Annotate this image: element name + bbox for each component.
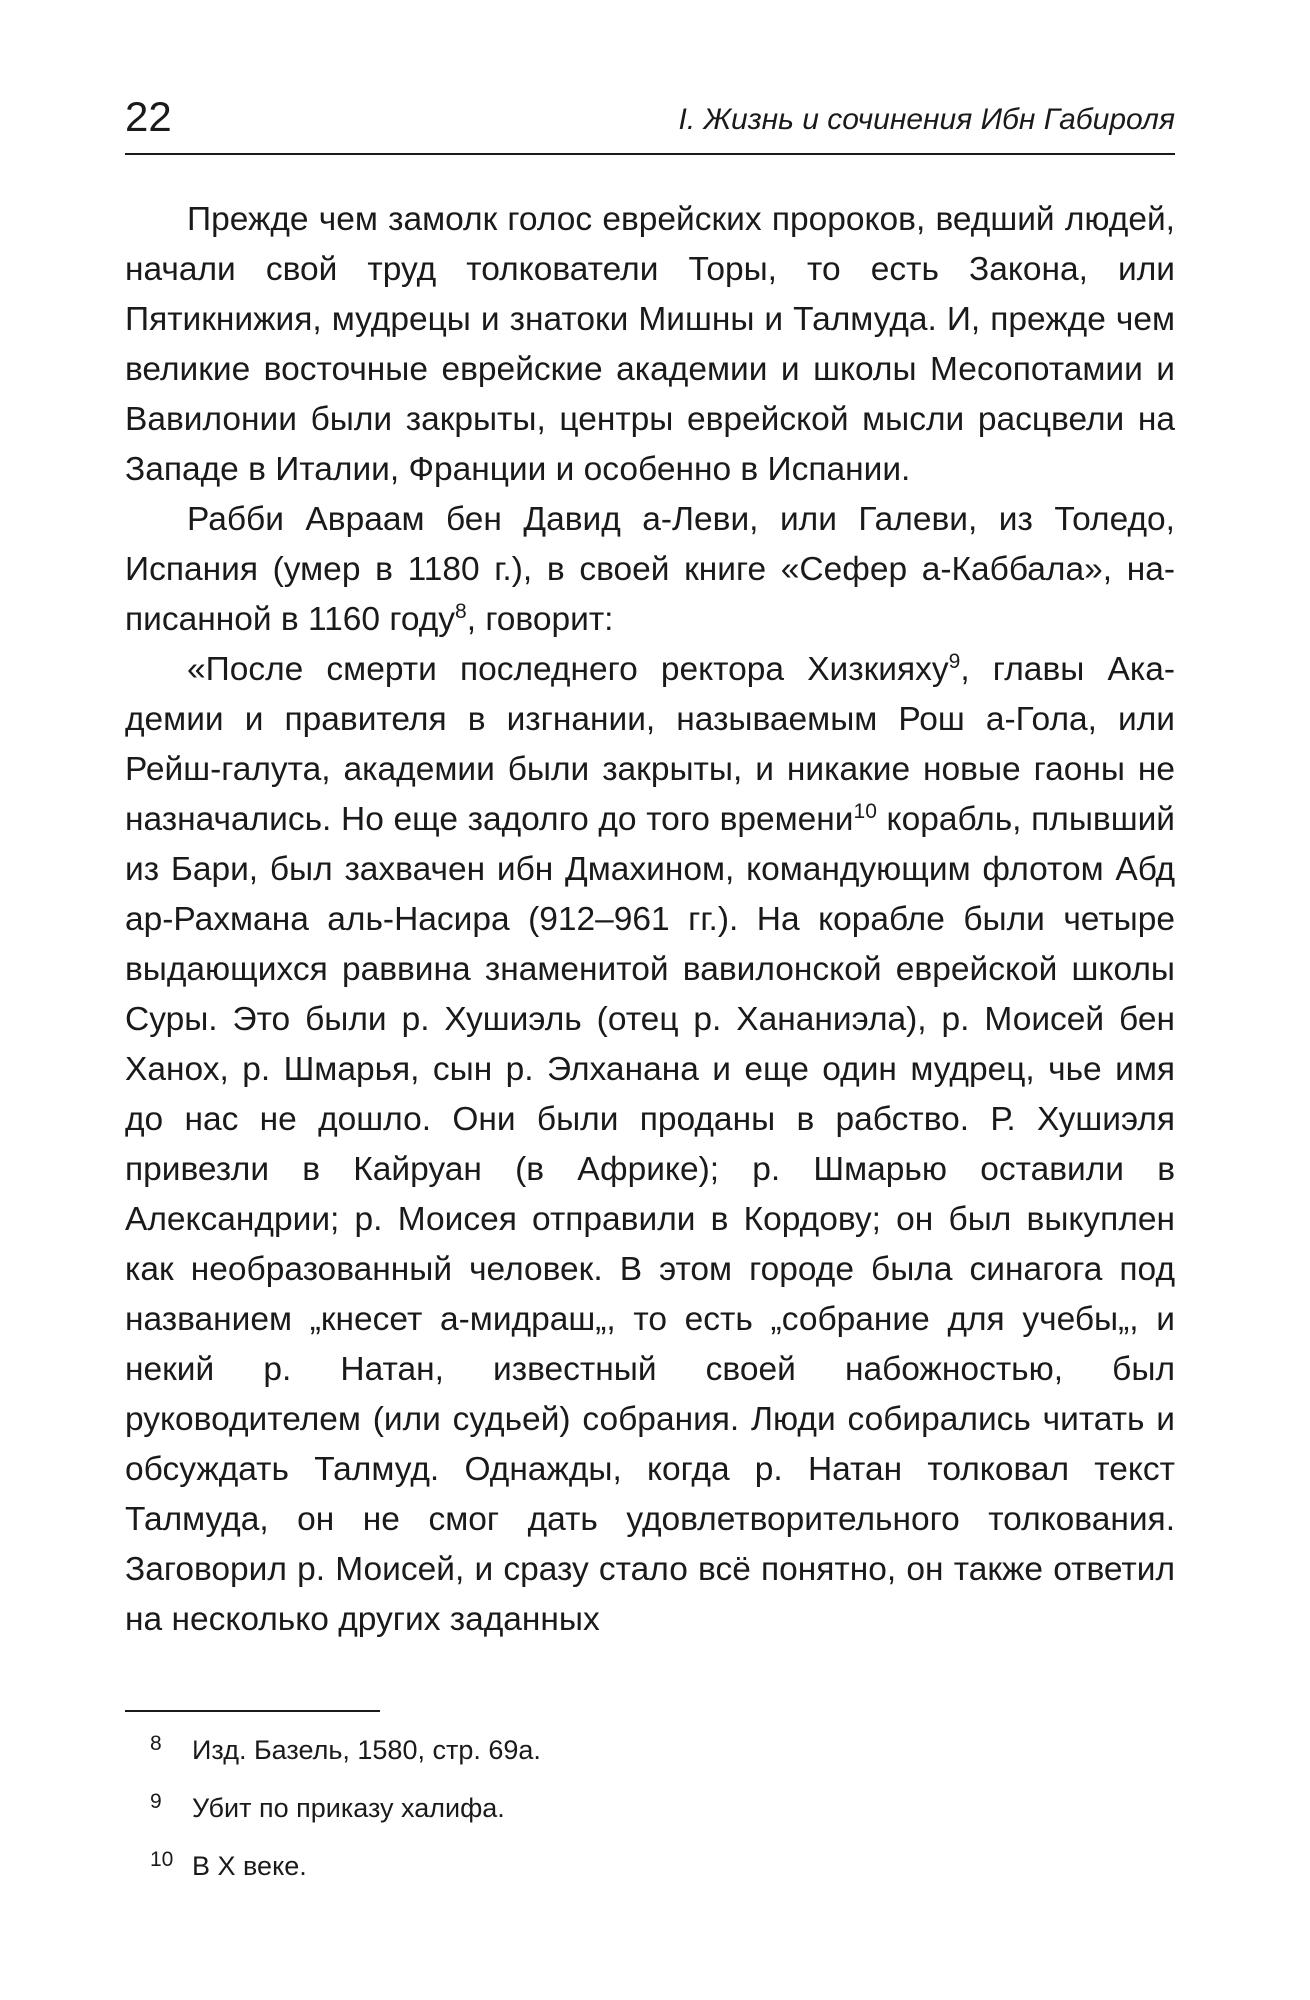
header-rule [125, 153, 1175, 155]
paragraph-2-text-b: , говорит: [466, 601, 614, 638]
footnote-number: 9 [150, 1790, 162, 1813]
footnote-ref-8[interactable]: 8 [455, 599, 467, 623]
paragraph-2 [125, 495, 1175, 645]
running-head: I. Жизнь и сочинения Ибн Габироля [678, 103, 1175, 136]
page-header [125, 82, 1175, 152]
footnote-number: 8 [150, 1732, 162, 1755]
footnote-item [150, 1846, 1150, 1904]
footnote-number: 10 [150, 1848, 174, 1871]
paragraph-3-text-b: , главы Академии и правителя в изгнании, называемым Рош а-Гола, или Рейш-галута, академии были закрыты, и никакие новые гаоны не назначались. Но еще задолго до того времени [125, 651, 1176, 838]
footnote-text: Изд. Базель, 1580, стр. 69а. [192, 1735, 541, 1765]
paragraph-1 [125, 195, 1175, 495]
paragraph-3-text-c: корабль, плывший из Бари, был захвачен ибн Дмахином, командующим флотом Абд ар-Рахмана аль-Насира (912–961 гг.). На корабле были четыре выдающихся раввина знаменитой вавилонской еврейской школы Суры. Это были р. Хушиэль (отец р. Хананиэла), р. Моисей бен Ханох, р. Шмарья, сын р. Элханана и еще один мудрец, чье имя до нас не дошло. Они были проданы в рабство. Р. Хушиэля привезли в Кайруан (в Африке); р. Шмарью оставили в Александрии; р. Моисея отправили в Кордову; он был выкуплен как необразованный человек. В этом городе была синагога под названием „кнесет а-мидраш„, то есть „собрание для учебы„, и некий р. Натан, известный своей набожностью, был руководителем (или судьей) собрания. Люди собирались читать и обсуждать Талмуд. Однажды, когда р. Натан толковал текст Талмуда, он не смог дать удовлетворительного толкования. Заговорил р. Моисей, и сразу стало всё понятно, он также ответил на несколько других заданных [125, 801, 1175, 1638]
footnotes [150, 1730, 1150, 1904]
footnote-item [150, 1730, 1150, 1788]
paragraph-3 [125, 645, 1175, 1645]
page-number: 22 [125, 93, 172, 140]
footnote-text: В X веке. [192, 1851, 307, 1881]
main-text [125, 195, 1175, 1645]
footnote-rule [125, 1710, 380, 1712]
paragraph-1-text: Прежде чем замолк голос еврейских пророков, ведший людей, начали свой труд толкователи Торы, то есть Закона, или Пятикнижия, мудрецы и знатоки Мишны и Талмуда. И, прежде чем великие восточные еврейские академии и школы Месопотамии и Вавилонии были закрыты, центры еврейской мысли расцвели на Западе в Италии, Франции и особенно в Испании. [125, 201, 1175, 488]
footnote-ref-10[interactable]: 10 [853, 799, 877, 823]
paragraph-2-text-a: Рабби Авраам бен Давид а-Леви, или Галеви, из Толедо, Испания (умер в 1180 г.), в своей книге «Сефер а-Каббала», написанной в 1160 году [125, 501, 1175, 638]
footnote-ref-9[interactable]: 9 [948, 649, 961, 673]
footnote-item [150, 1788, 1150, 1846]
paragraph-3-text-a: «После смерти последнего ректора Хизкияху [187, 651, 949, 688]
footnote-text: Убит по приказу халифа. [192, 1793, 505, 1823]
